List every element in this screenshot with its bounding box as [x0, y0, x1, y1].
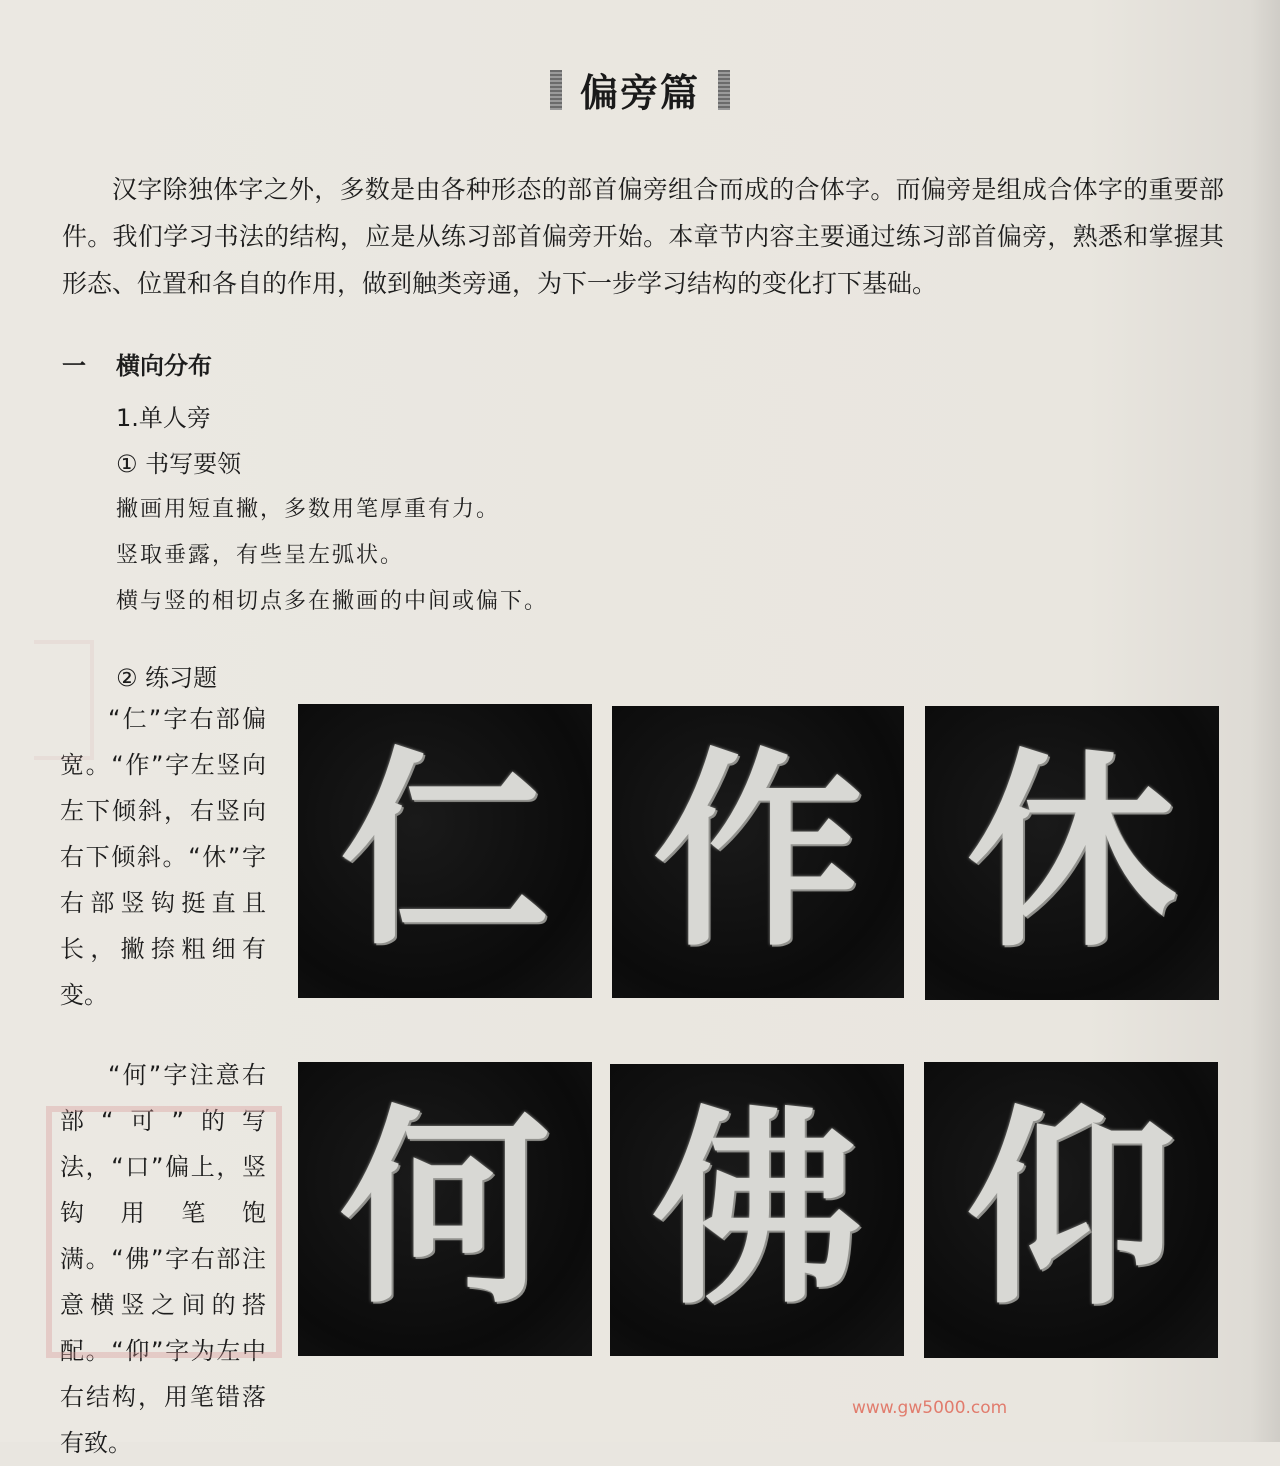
title-bar-right: [718, 70, 730, 110]
title-bar-left: [550, 70, 562, 110]
tip-line-2: 竖取垂露，有些呈左弧状。: [116, 543, 405, 568]
exercise-description-1: [60, 696, 266, 1018]
calligraphy-tile-2: [612, 706, 904, 998]
calligraphy-tile-3: [925, 706, 1219, 1000]
calligraphy-character: 何: [339, 1085, 550, 1332]
tip-line-3: 横与竖的相切点多在撇画的中间或偏下。: [116, 589, 549, 614]
subsection-title: 1.单人旁: [116, 404, 211, 432]
calligraphy-tile-6: [924, 1062, 1218, 1358]
intro-paragraph: [62, 166, 1224, 307]
exercise-heading: ② 练习题: [116, 664, 218, 692]
calligraphy-tile-1: [298, 704, 592, 998]
calligraphy-character: 佛: [651, 1086, 862, 1333]
calligraphy-character: 作: [652, 728, 863, 975]
calligraphy-character: 仁: [339, 727, 550, 974]
calligraphy-character: 仰: [965, 1086, 1176, 1333]
tip-line-1: 撇画用短直撇，多数用笔厚重有力。: [116, 497, 501, 522]
calligraphy-tile-4: [298, 1062, 592, 1356]
section-title: 横向分布: [116, 352, 212, 380]
intro-text: 汉字除独体字之外，多数是由各种形态的部首偏旁组合而成的合体字。而偏旁是组成合体字的重要部件。我们学习书法的结构，应是从练习部首偏旁开始。本章节内容主要通过练习部首偏旁，熟悉和掌握其形态、位置和各自的作用，做到触类旁通，为下一步学习结构的变化打下基础。: [62, 175, 1224, 298]
page-title: [550, 62, 730, 117]
page-title-text: 偏旁篇: [579, 71, 700, 115]
tips-heading: ① 书写要领: [116, 450, 242, 478]
exercise-text-2: “何”字注意右部“可”的写法，“口”偏上，竖钩用笔饱满。“佛”字右部注意横竖之间的搭配。“仰”字为左中右结构，用笔错落有致。: [60, 1061, 266, 1457]
calligraphy-tile-5: [610, 1064, 904, 1356]
section-heading: [62, 346, 212, 381]
exercise-text-1: “仁”字右部偏宽。“作”字左竖向左下倾斜，右竖向右下倾斜。“休”字右部竖钩挺直且长，撇捺粗细有变。: [60, 705, 266, 1009]
watermark-text: www.gw5000.com: [852, 1398, 1008, 1418]
calligraphy-character: 休: [966, 729, 1177, 976]
page-edge-shadow: [1250, 0, 1280, 1442]
section-number: 一: [62, 352, 86, 380]
title-area: [0, 62, 1280, 117]
exercise-description-2: [60, 1052, 266, 1466]
